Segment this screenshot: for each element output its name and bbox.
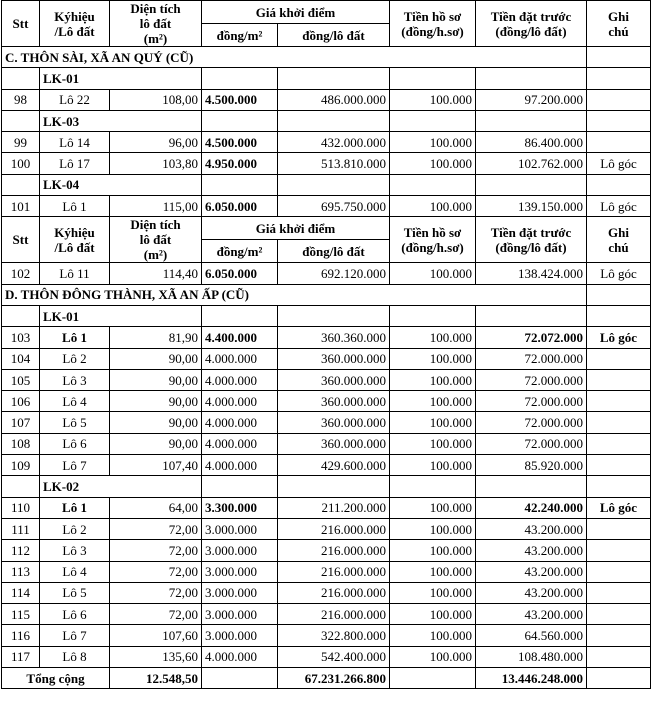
row-lot-id: Lô 1: [40, 327, 110, 348]
row-dossier-fee: 100.000: [390, 433, 476, 454]
row-dossier-fee: 100.000: [390, 518, 476, 539]
row-stt: 117: [2, 646, 40, 667]
header-dientich: Diện tích lô đất (m²): [110, 217, 202, 263]
row-stt: 115: [2, 604, 40, 625]
row-price-lot: 360.000.000: [278, 412, 390, 433]
row-price-lot: 360.000.000: [278, 348, 390, 369]
table-row: 98 Lô 22 108,00 4.500.000 486.000.000 100.000 97.200.000: [2, 89, 651, 110]
row-dossier-fee: 100.000: [390, 646, 476, 667]
row-price-m2: 3.000.000: [202, 540, 278, 561]
table-row: 100 Lô 17 103,80 4.950.000 513.810.000 100.000 102.762.000 Lô góc: [2, 153, 651, 174]
block-label: LK-01: [40, 305, 202, 326]
row-dossier-fee: 100.000: [390, 455, 476, 476]
header-ghichu: Ghi chú: [587, 217, 651, 263]
row-price-m2: 4.000.000: [202, 412, 278, 433]
row-price-m2: 3.000.000: [202, 604, 278, 625]
row-deposit: 43.200.000: [476, 582, 587, 603]
row-price-lot: 360.000.000: [278, 433, 390, 454]
row-stt: 104: [2, 348, 40, 369]
row-stt: 108: [2, 433, 40, 454]
row-note: [587, 646, 651, 667]
row-deposit: 43.200.000: [476, 540, 587, 561]
header-tienhoso: Tiền hồ sơ (đồng/h.sơ): [390, 1, 476, 47]
row-price-m2: 3.000.000: [202, 582, 278, 603]
section-d-row: [2, 284, 651, 305]
row-deposit: 43.200.000: [476, 604, 587, 625]
header-dong-m2: đồng/m²: [202, 24, 278, 47]
totals-label: Tổng cộng: [2, 668, 110, 689]
row-lot-id: Lô 4: [40, 561, 110, 582]
row-dossier-fee: 100.000: [390, 540, 476, 561]
row-price-lot: 360.000.000: [278, 369, 390, 390]
row-stt: 103: [2, 327, 40, 348]
row-stt: 111: [2, 518, 40, 539]
row-price-lot: 216.000.000: [278, 540, 390, 561]
row-stt: 105: [2, 369, 40, 390]
table-header-row: [2, 1, 651, 24]
row-price-m2: 4.000.000: [202, 348, 278, 369]
table-row: [2, 561, 651, 582]
row-note: [587, 625, 651, 646]
block-row: [2, 174, 651, 195]
row-lot-id: Lô 6: [40, 604, 110, 625]
table-row: 102 Lô 11 114,40 6.050.000 692.120.000 100.000 138.424.000 Lô góc: [2, 263, 651, 284]
row-dossier-fee: 100.000: [390, 348, 476, 369]
table-row: [2, 391, 651, 412]
section-c-row: [2, 47, 651, 68]
row-deposit: 72.000.000: [476, 433, 587, 454]
row-note: Lô góc: [587, 497, 651, 518]
row-stt: 107: [2, 412, 40, 433]
row-deposit: 72.000.000: [476, 348, 587, 369]
row-deposit: 43.200.000: [476, 518, 587, 539]
row-price-lot: 216.000.000: [278, 604, 390, 625]
row-area: 107,60: [110, 625, 202, 646]
row-note: [587, 561, 651, 582]
header-giakhoidiem: Giá khởi điểm: [202, 217, 390, 240]
row-area: 107,40: [110, 455, 202, 476]
row-lot-id: Lô 6: [40, 433, 110, 454]
row-price-lot: 542.400.000: [278, 646, 390, 667]
row-deposit: 72.000.000: [476, 412, 587, 433]
table-row: [2, 497, 651, 518]
row-deposit: 72.000.000: [476, 391, 587, 412]
row-dossier-fee: 100.000: [390, 327, 476, 348]
row-lot-id: Lô 7: [40, 455, 110, 476]
header-kyhieu: Kýhiệu /Lô đất: [40, 1, 110, 47]
header-kyhieu: Kýhiệu /Lô đất: [40, 217, 110, 263]
row-area: 90,00: [110, 412, 202, 433]
row-deposit: 64.560.000: [476, 625, 587, 646]
row-note: [587, 433, 651, 454]
row-stt: 106: [2, 391, 40, 412]
row-lot-id: Lô 3: [40, 369, 110, 390]
row-lot-id: Lô 5: [40, 412, 110, 433]
row-dossier-fee: 100.000: [390, 391, 476, 412]
block-label: LK-04: [40, 174, 202, 195]
row-price-m2: 4.000.000: [202, 455, 278, 476]
block-row: [2, 110, 651, 131]
row-area: 81,90: [110, 327, 202, 348]
totals-row: [2, 668, 651, 689]
row-deposit: 108.480.000: [476, 646, 587, 667]
section-title: C. THÔN SÀI, XÃ AN QUÝ (CŨ): [2, 47, 587, 68]
row-price-lot: 322.800.000: [278, 625, 390, 646]
row-stt: 114: [2, 582, 40, 603]
row-price-lot: 216.000.000: [278, 518, 390, 539]
row-area: 72,00: [110, 582, 202, 603]
row-area: 90,00: [110, 348, 202, 369]
header-tienhoso: Tiền hồ sơ (đồng/h.sơ): [390, 217, 476, 263]
table-row: [2, 518, 651, 539]
row-lot-id: Lô 2: [40, 348, 110, 369]
row-area: 72,00: [110, 604, 202, 625]
block-label: LK-01: [40, 68, 202, 89]
row-price-m2: 4.000.000: [202, 433, 278, 454]
row-note: [587, 518, 651, 539]
row-dossier-fee: 100.000: [390, 604, 476, 625]
row-price-lot: 360.360.000: [278, 327, 390, 348]
table-row: 101 Lô 1 115,00 6.050.000 695.750.000 100.000 139.150.000 Lô góc: [2, 196, 651, 217]
row-price-m2: 4.000.000: [202, 369, 278, 390]
row-price-lot: 211.200.000: [278, 497, 390, 518]
row-dossier-fee: 100.000: [390, 561, 476, 582]
table-row: 99 Lô 14 96,00 4.500.000 432.000.000 100.000 86.400.000: [2, 132, 651, 153]
header-dong-lo: đồng/lô đất: [278, 24, 390, 47]
row-price-m2: 4.000.000: [202, 391, 278, 412]
row-note: [587, 582, 651, 603]
row-price-lot: 429.600.000: [278, 455, 390, 476]
row-price-m2: 4.000.000: [202, 646, 278, 667]
table-row: [2, 540, 651, 561]
row-lot-id: Lô 1: [40, 497, 110, 518]
table-row: [2, 348, 651, 369]
totals-deposit: 13.446.248.000: [476, 668, 587, 689]
row-stt: 110: [2, 497, 40, 518]
row-stt: 113: [2, 561, 40, 582]
row-deposit: 85.920.000: [476, 455, 587, 476]
row-dossier-fee: 100.000: [390, 412, 476, 433]
row-price-lot: 216.000.000: [278, 561, 390, 582]
row-deposit: 72.000.000: [476, 369, 587, 390]
header-stt: Stt: [2, 1, 40, 47]
table-row: [2, 582, 651, 603]
row-area: 64,00: [110, 497, 202, 518]
row-area: 72,00: [110, 540, 202, 561]
row-deposit: 43.200.000: [476, 561, 587, 582]
row-note: [587, 412, 651, 433]
row-dossier-fee: 100.000: [390, 497, 476, 518]
header-dong-m2: đồng/m²: [202, 240, 278, 263]
header-ghichu: Ghi chú: [587, 1, 651, 47]
section-title: D. THÔN ĐÔNG THÀNH, XÃ AN ẤP (CŨ): [2, 284, 587, 305]
row-note: [587, 391, 651, 412]
row-price-lot: 216.000.000: [278, 582, 390, 603]
block-row: [2, 305, 651, 326]
row-stt: 109: [2, 455, 40, 476]
block-row: [2, 476, 651, 497]
row-deposit: 42.240.000: [476, 497, 587, 518]
table-row: [2, 625, 651, 646]
row-note: [587, 369, 651, 390]
row-lot-id: Lô 7: [40, 625, 110, 646]
row-area: 72,00: [110, 561, 202, 582]
row-lot-id: Lô 8: [40, 646, 110, 667]
header-tiendattruoc: Tiền đặt trước (đồng/lô đất): [476, 217, 587, 263]
row-price-m2: 4.400.000: [202, 327, 278, 348]
block-label: LK-03: [40, 110, 202, 131]
row-price-m2: 3.000.000: [202, 518, 278, 539]
row-lot-id: Lô 3: [40, 540, 110, 561]
row-price-m2: 3.300.000: [202, 497, 278, 518]
table-row: [2, 369, 651, 390]
table-row: [2, 412, 651, 433]
row-note: Lô góc: [587, 327, 651, 348]
row-price-m2: 3.000.000: [202, 625, 278, 646]
row-lot-id: Lô 2: [40, 518, 110, 539]
row-area: 90,00: [110, 369, 202, 390]
row-dossier-fee: 100.000: [390, 369, 476, 390]
row-price-lot: 360.000.000: [278, 391, 390, 412]
totals-lot-price: 67.231.266.800: [278, 668, 390, 689]
row-note: [587, 540, 651, 561]
row-deposit: 72.072.000: [476, 327, 587, 348]
table-header-row-repeat: [2, 217, 651, 240]
header-tiendattruoc: Tiền đặt trước (đồng/lô đất): [476, 1, 587, 47]
row-note: [587, 348, 651, 369]
header-dientich: Diện tích lô đất (m²): [110, 1, 202, 47]
row-area: 72,00: [110, 518, 202, 539]
row-lot-id: Lô 4: [40, 391, 110, 412]
row-area: 90,00: [110, 391, 202, 412]
row-dossier-fee: 100.000: [390, 625, 476, 646]
header-dong-lo: đồng/lô đất: [278, 240, 390, 263]
row-stt: 116: [2, 625, 40, 646]
row-note: [587, 604, 651, 625]
row-stt: 112: [2, 540, 40, 561]
table-row: [2, 646, 651, 667]
land-auction-table: [1, 0, 651, 689]
block-row: [2, 68, 651, 89]
table-row: [2, 604, 651, 625]
row-price-m2: 3.000.000: [202, 561, 278, 582]
totals-area: 12.548,50: [110, 668, 202, 689]
header-stt: Stt: [2, 217, 40, 263]
table-row: [2, 327, 651, 348]
row-area: 90,00: [110, 433, 202, 454]
block-label: LK-02: [40, 476, 202, 497]
header-giakhoidiem: Giá khởi điểm: [202, 1, 390, 24]
row-area: 135,60: [110, 646, 202, 667]
table-row: [2, 455, 651, 476]
row-note: [587, 455, 651, 476]
row-dossier-fee: 100.000: [390, 582, 476, 603]
table-row: [2, 433, 651, 454]
row-lot-id: Lô 5: [40, 582, 110, 603]
